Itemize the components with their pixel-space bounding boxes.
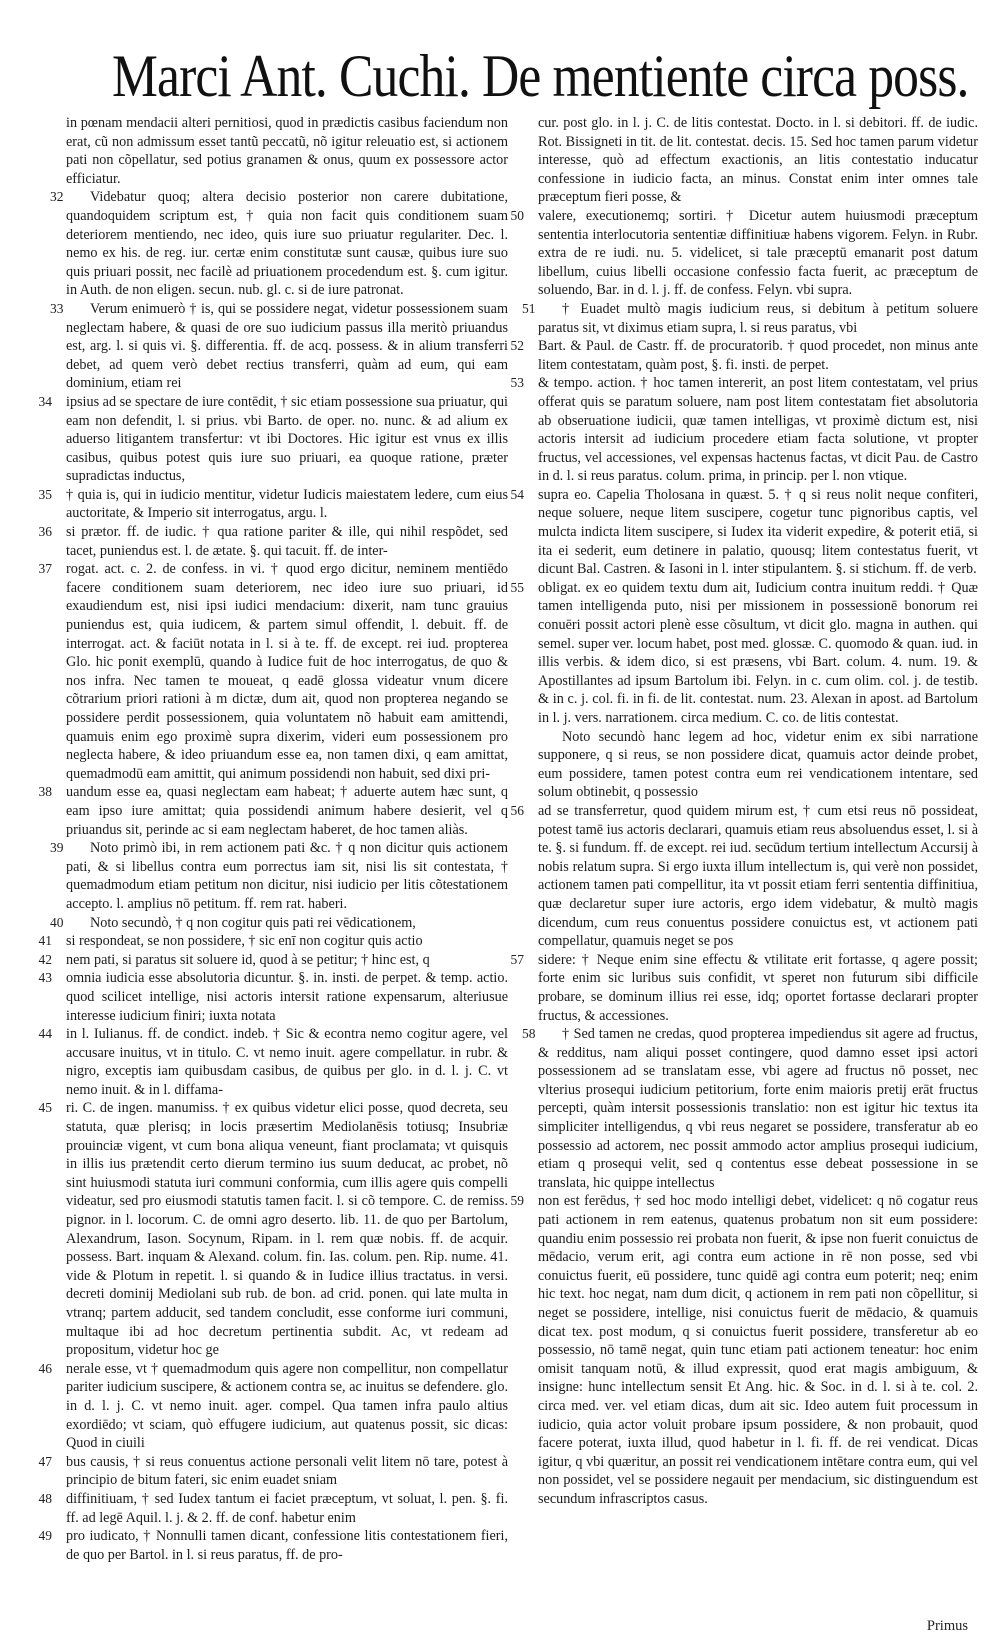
paragraph-text: nem pati, si paratus sit soluere id, quod à se petitur; † hinc est, q [66,951,430,968]
marginal-number: 53 [510,375,524,391]
paragraph-text: Noto secundò hanc legem ad hoc, videtur enim ex sibi narratione supponere, q si reus, se non possidere dicat, quamuis actor deinde probet, eum possidere, tamen potest contra eum rei vendicationem intentare, sed solum obtinebit, q possessio [538,728,978,801]
paragraph-text: Verum enimuerò † is, qui se possidere negat, videtur possessionem suam neglectam habere, & quasi de ore suo iudicium passus illa meritò priuandus est, arg. l. si quis vi. §. differentia. ff. de acq. possess. & in alium transferri debet, ad quem verò debet rectius transferri, quàm ad eum, qui eam dominium, etiam rei [66,300,508,392]
paragraph-text: † Euadet multò magis iudicium reus, si debitum à petitum soluere paratus sit, vt diximus etiam supra, l. si reus paratus, vbi [538,300,978,336]
paragraph [66,114,508,188]
paragraph [38,486,508,523]
paragraph-text: cur. post glo. in l. j. C. de litis contestat. Docto. in l. si debitori. ff. de iudic. Rot. Bissigneti in tit. de lit. contestat. decis. 15. Sed hoc tamen parum videtur interesse, quò ad effectum exactionis, an litis contestatio inducatur confessione in iudicio facta, an minus. Constat enim inter omnes tale præceptum fieri posse, & [538,115,978,206]
marginal-number: 34 [38,393,52,409]
paragraph-text: Noto secundò, † q non cogitur quis pati rei vēdicationem, [90,914,416,931]
paragraph [38,523,508,560]
marginal-number: 48 [38,1490,52,1506]
paragraph-text: bus causis, † si reus conuentus actione personali velit litem nō tare, potest à principio de bitum fateri, sic enim euadet sniam [66,1453,508,1489]
right-column [510,114,978,1509]
marginal-number: 51 [522,300,536,316]
marginal-number: 35 [38,486,52,502]
paragraph-text: uandum esse ea, quasi neglectam eam habeat; † aduerte autem hæc sunt, q eam ipso iure amittat; quia possidendi animum habere desierit, vel q priuandus sit, perinde ac si eam neglectam haberet, de hoc tamen aliàs. [66,784,508,838]
marginal-number: 56 [510,802,524,818]
paragraph [522,1025,978,1192]
paragraph [510,1192,978,1508]
paragraph [38,393,508,486]
paragraph-text: & tempo. action. † hoc tamen intererit, an post litem contestatam, vel prius offerat quis se paratum soluere, nam post litem contestatam fiet absolutoria ab obseruatione iudicii, quæ tamen intelligas, vt proximè dictum est, nisi actoris intersit ad iudicium procedere etiam facta solutione, vt propter fructus, vel accessiones, vel expensas hactenus factas, vt dicit Pau. de Castro in d. l. si reus paratus. colum. prima, in princip. per l. non vtique. [538,375,978,485]
paragraph-text: in pœnam mendacii alteri pernitiosi, quod in prædictis casibus faciendum non erat, cũ non admissum esset tantũ peccatũ, nõ igitur releuatio est, si actionem pati non cõpellatur, sed potius granamen & onus, quum ex possessore actor efficiatur. [66,115,508,187]
paragraph-text: in l. Iulianus. ff. de condict. indeb. † Sic & econtra nemo cogitur agere, vel accusare inuitus, vt in titulo. C. vt nemo inuit. agere compellatur. in rubr. & nigro, exceptis iam quibusdam casibus, de quibus per glo. in d. l. j. C. vt nemo inuit. & in l. diffama- [66,1026,508,1098]
paragraph [38,1453,508,1490]
left-column [38,114,508,1564]
paragraph-text: nerale esse, vt † quemadmodum quis agere non compellitur, non compellatur pariter iudicium suscipere, & actionem contra se, ac inuitus se defendere. glo. in d. l. j. C. vt nemo inuit. ager. compel. Qua tamen infra paulo altius exordiēdo; vt sciam, quò effugere iudicium, aut quatenus possit, sic dicas: Quod in ciuili [66,1360,508,1452]
paragraph-text: † quia is, qui in iudicio mentitur, videtur Iudicis maiestatem ledere, cum eius auctoritate, & Imperio sit interrogatus, argu. l. [66,486,508,522]
marginal-number: 54 [510,486,524,502]
page-title: Marci Ant. Cuchi. De mentiente circa poss. [112,43,969,109]
marginal-number: 50 [510,207,524,223]
paragraph [38,951,508,970]
paragraph [50,188,508,300]
marginal-number: 36 [38,524,52,540]
paragraph-text: si respondeat, se non possidere, † sic enī non cogitur quis actio [66,933,423,950]
marginal-number: 38 [38,784,52,800]
paragraph-text: Noto primò ibi, in rem actionem pati &c. † q non dicitur quis actionem pati, & si libellus contra eum porrectus iam sit, nisi lis sit contestata, † quemadmodum etiam petitum non dicitur, nisi iudicio per litis cõtestationem accepto. l. amplius nō petitum. ff. rem rat. haberi. [66,840,508,912]
marginal-number: 55 [510,579,524,595]
paragraph-text: obligat. ex eo quidem textu dum ait, Iudicium contra inuitum reddi. † Quæ tamen intelligenda puto, nisi per missionem in possessionē bonorum rei conuēri possit actori plenè esse cõsultum, vt dicit glo. magna in authen. qui semel. super ver. locum habet, post med. glossæ. C. quomodo & quan. iud. in illis verbis. & idem dico, si est præsens, vbi Bart. colum. 4. num. 19. & Apostillantes ad ipsum Bartolum ibi. Felyn. in c. cum olim. col. j. de testib. & in c. j. col. fi. in fi. de lit. contestat. num. 23. Alexan in apost. ad Bartolum in l. j. vers. narrationem. circa medium. C. co. de litis contestat. [538,579,978,726]
paragraph-text: † Sed tamen ne credas, quod propterea impediendus sit agere ad fructus, & redditus, nam aliqui posset contingere, quod damno esset ipsi actori possessionem ad se translatam esse, vbi agere ad fructus nō posset, nec vlterius prosequi iudicium petitorium, forte enim maioris pretij erāt fructus percepti, quàm intersit possessionis translatio: non est igitur hic textus ita simpliciter intelligendus, q vbi reus negaret se possidere, transferatur ab eo possessio ad actorem, nec possit ammodo actor amplius prosequi iudicium, etiam q prosequi velit, sed q contentus esse debeat possessione in se translata, hic quippe intellectus [538,1026,978,1191]
marginal-number: 33 [50,300,64,316]
marginal-number: 52 [510,338,524,354]
paragraph [510,802,978,951]
paragraph [38,1025,508,1099]
marginal-number: 40 [50,914,64,930]
paragraph [50,839,508,913]
marginal-number: 47 [38,1453,52,1469]
marginal-number: 42 [38,951,52,967]
marginal-number: 37 [38,561,52,577]
paragraph [38,1490,508,1527]
paragraph [38,1360,508,1453]
paragraph-text: sidere: † Neque enim sine effectu & vtilitate erit fortasse, q agere possit; forte enim sic luribus suis confidit, vt speret non futurum sibi difficile probare, se dominum illius rei esse, idq; oportet fortasse declarari propter fructus, & accessiones. [538,951,978,1024]
paragraph-text: Bart. & Paul. de Castr. ff. de procuratorib. † quod procedet, non minus ante litem contestatam, quàm post, §. fi. insti. de perpet. [538,338,978,373]
paragraph [538,114,978,207]
paragraph-text: ipsius ad se spectare de iure contēdit, † sic etiam possessione sua priuatur, qui eam non defendit, l. si prius. vbi Barto. de oper. no. nunc. & ad alium ex aduerso litigantem transfertur: vt ibi Doctores. Hic igitur est vnus ex illis casibus, quibus potest quis iure suo priuari, ea quoque ratione, præter supradictas inductus, [66,393,508,485]
paragraph-text: omnia iudicia esse absolutoria dicuntur. §. in. insti. de perpet. & temp. actio. quod scilicet intellige, nisi actoris intersit ratione expensarum, alteriusue interesse iudicium finiri; iuxta notata [66,970,508,1024]
marginal-number: 32 [50,189,64,205]
marginal-number: 44 [38,1026,52,1042]
paragraph [522,300,978,337]
paragraph [38,932,508,951]
marginal-number: 58 [522,1026,536,1042]
paragraph [538,728,978,802]
paragraph [38,969,508,1025]
paragraph [510,374,978,486]
paragraph-text: valere, executionemq; sortiri. † Dicetur autem huiusmodi præceptum sententia interlocutoria sententiæ diffinitiuæ habens vigorem. Felyn. in Rubr. extra de re iudi. nu. 5. videlicet, si tale præceptū emanarit post datum libellum, cuius libelli occasione confessio facta fuerit, ac præceptum de soluendo, Bar. in d. l. j. ff. de confess. Felyn. vbi supra. [538,207,978,299]
paragraph [50,300,508,393]
marginal-number: 57 [510,951,524,967]
paragraph-text: Videbatur quoq; altera decisio posterior non carere dubitatione, quandoquidem scriptum est, † quia non facit quis conditionem suam deteriorem mentiendo, nec ideo, quis iure suo priuatur regulariter. Dec. l. nemo ex his. de reg. iur. certæ enim constitutæ sunt causæ, quibus iure suo quis priuari possit, nec facilè ad priuationem procedendum est. §. cum igitur. in Auth. de non eligen. secun. nub. gl. c. si de iure patronat. [66,189,508,299]
paragraph [510,207,978,300]
marginal-number: 59 [510,1193,524,1209]
paragraph-text: non est ferēdus, † sed hoc modo intelligi debet, videlicet: q nō cogatur reus pati actionem in rem eatenus, quatenus probatum non sit eum possidere: quandiu enim possessio rei probata non fuerit, & ipse non fuerit conuictus de mēdacio, verum erit, agi contra eum actione in rē non posse, sed vbi conuictus fuerit, eū possidere, tunc quidē agi contra eum poterit; neq; enim hic text. hoc negat, nam dum dicit, q actionem in rem pati non cõpellitur, si neget se possidere, intellige, nisi conuictus fuerit de mēdacio, & quamuis dicat tex. post modum, q si conuictus fuerit possidere, transferetur ab eo possessio, nō tamē negat, quin tunc etiam pati actionem teneatur: hoc enim omisit tanquam notū, & illud expressit, quod erat magis ambiguum, & insigne: hunc intellectum sensit Et Ang. hic. & Soc. in d. l. si à te. col. 2. circa med. ver. vel etiam dicas, dum ait sic. Ideo autem fuit processum in iudicio, quia actor voluit probare ipsum possidere, & non probauit, quod facere poterat, iuxta illud, quod habetur in l. fi. ff. de rei vendicat. Dicas igitur, q vbi quæritur, an possit rei vendicationem intētare contra eum, qui vel non possidet, vel se possidere negauit per mendacium, sic distinguendum est secundum infrascriptos casus. [538,1193,978,1507]
marginal-number: 41 [38,933,52,949]
paragraph [510,337,978,374]
paragraph [510,579,978,728]
marginal-number: 43 [38,970,52,986]
paragraph-text: pro iudicato, † Nonnulli tamen dicant, confessione litis contestationem fieri, de quo per Bartol. in l. si reus paratus, ff. de pro- [66,1528,508,1563]
paragraph [38,1099,508,1359]
paragraph-text: diffinitiuam, † sed Iudex tantum ei faciet præceptum, vt soluat, l. pen. §. fi. ff. ad legē Aquil. l. j. & 2. ff. de conf. habetur enim [66,1490,508,1526]
paragraph [38,560,508,783]
paragraph [510,486,978,579]
paragraph [510,951,978,1025]
marginal-number: 39 [50,840,64,856]
paragraph [38,783,508,839]
paragraph [50,914,508,933]
paragraph-text: rogat. act. c. 2. de confess. in vi. † quod ergo dicitur, neminem mentiēdo facere conditionem suam deteriorem, nec ideo iure suo priuari, id exaudiendum est, nisi ipsi iudici mendacium: dixerit, nam tunc grauius puniendus est, quia iudicem, & partem simul offendit, l. debuit. ff. de interrogat. act. & faciūt notata in l. si à te. ff. de except. rei iud. propterea Glo. hic ponit exemplū, quando à Iudice fuit de hoc interrogatus, de quo & nos infra. Nec tamen te moueat, q eadē glossa videatur vnum dicere cõtrarium priori rationi à m dictæ, dum ait, quod non propterea negando se possidere perdit possessionem, quia voluntatem nõ habuit eam amittendi, quamuis enim ego proximè supra dixerim, videri eum possessionem pro neglecta habere, & ideo priuandum esse ea, non tamen dixi, q eam amittat, quemadmodū eam amittit, qui animum possidendi non habuit, sed dixi pri- [66,561,508,782]
marginal-number: 45 [38,1100,52,1116]
paragraph-text: supra eo. Capelia Tholosana in quæst. 5. † q si reus nolit neque confiteri, neque soluere, neque litem suscipere, cogetur tunc pignoribus captis, vel mulcta indicta litem suscipere, si Iudex ita viderit expedire, & poterit etiā, si ita ei sederit, eum detinere in palatio, quousq; litem contestatus fuerit, vt dicunt Bal. Castren. & Iasoni in l. inter stipulantem. §. si stichum. ff. de verb. [538,486,978,578]
paragraph-text: ri. C. de ingen. manumiss. † ex quibus videtur elici posse, quod decreta, seu statuta, quæ plerisq; in locis præsertim Mediolanēsis totiusq; Insubriæ prouinciæ vigent, vt cum bona aliqua veneunt, fiant proclamata; vt quisquis in illis ius prætendit certo dierum termino ius suum deducat, ac probet, nõ sint huiusmodi statuta iuri communi conformia, cum illis agere quis compelli videatur, sed pro eiusmodi statutis tamen facit. l. si cõ tempore. C. de remiss. pignor. in l. locorum. C. de omni agro deserto. lib. 11. de quo per Bartolum, Alexandrum, Iason. Socynum, Ripam. in l. rem quæ nobis. ff. de acquir. possess. Bart. inquam & Alexand. colum. fin. Ias. colum. pen. Rip. nume. 41. vide & Plotum in repetit. l. si quando & in Iudice illius tractatus. in versi. decreti dominij Mediolani sub rub. de bon. ad crid. ponen. qui late multa in vtranq; partem adducit, sed tandem concludit, esse conforme iuri communi, multaque ibi ad hoc decretum pertinentia subdit. Ac, vt redeam ad propositum, videtur hoc ge [66,1100,508,1359]
paragraph [38,1527,508,1564]
paragraph-text: ad se transferretur, quod quidem mirum est, † cum etsi reus nō possideat, potest tamē ius actoris declarari, quamuis etiam reus absoluendus esset, l. si à te. §. si fundum. ff. de except. rei iud. secūdum tertium intellectum Accursij à nobis relatum supra. Si ergo iuxta illum intellectum is, qui verè non possidet, actionem tamen pati compellitur, ita vt possit etiam ferri sententia diffinitiua, quæ declaretur super iure actoris, ergo idem videbatur, & multò magis dicendum, cum reus conuentus possidere conuictus est, vt actionem pati compellatur, quamuis neget se pos [538,802,978,950]
catchword: Primus [926,1618,968,1634]
marginal-number: 46 [38,1360,52,1376]
paragraph-text: si prætor. ff. de iudic. † qua ratione pariter & ille, qui nihil respõdet, sed tacet, puniendus est. l. de ætate. §. qui tacuit. ff. de inter- [66,524,508,559]
marginal-number: 49 [38,1528,52,1544]
